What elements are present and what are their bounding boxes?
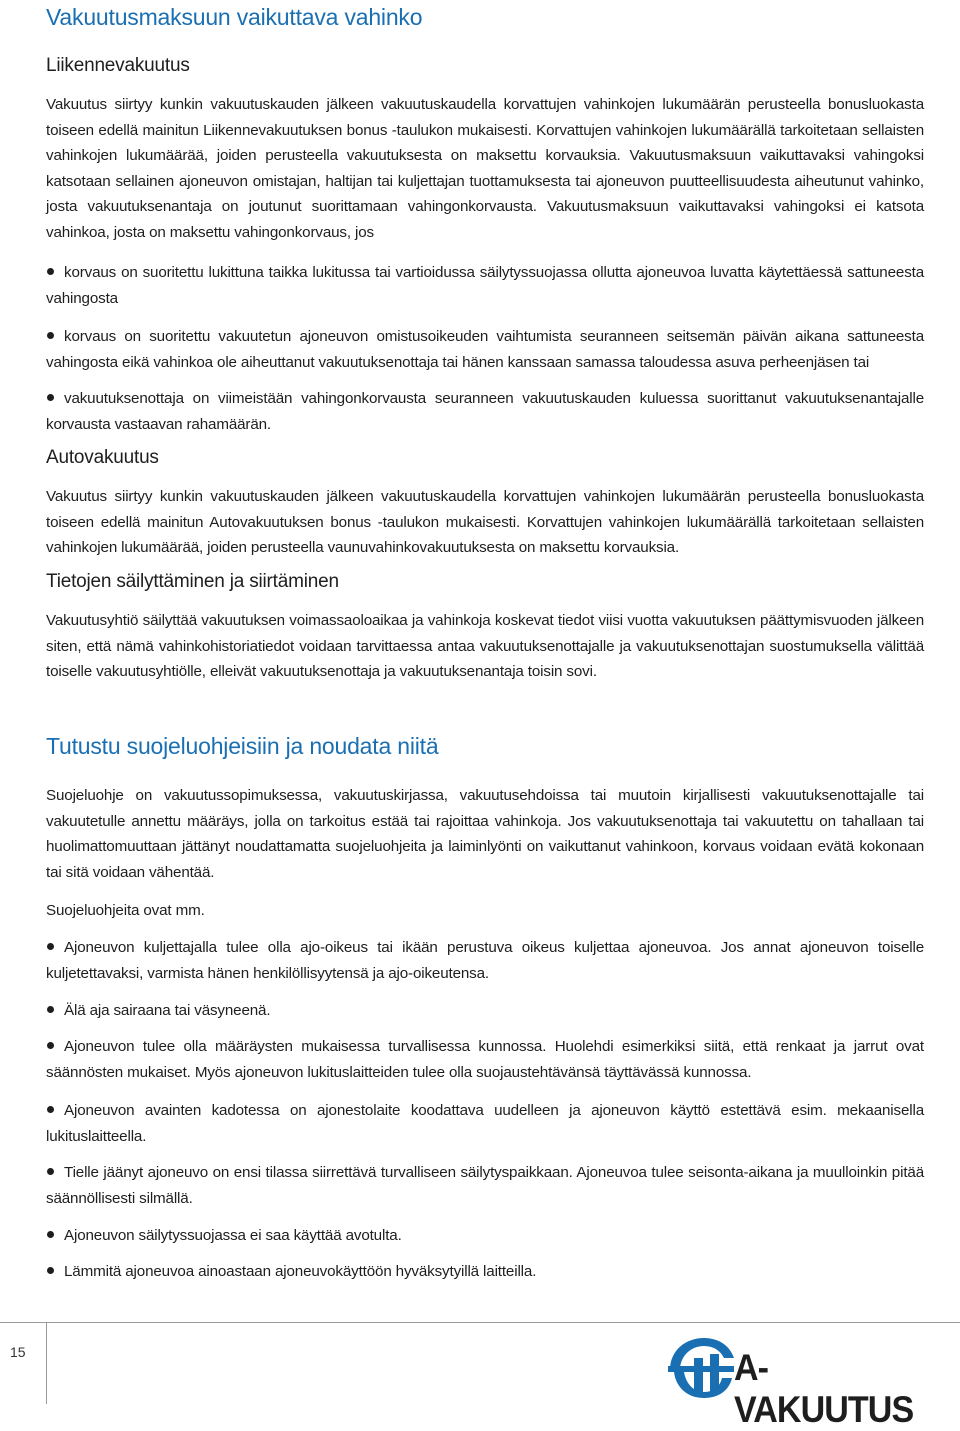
footer-divider [0, 1322, 960, 1323]
list-item: Älä aja sairaana tai väsyneenä. [46, 998, 924, 1024]
bullet-icon [47, 1006, 54, 1013]
list-item: Ajoneuvon kuljettajalla tulee olla ajo-oikeus tai ikään perustuva oikeus kuljettaa ajoneuvoa. Jos annat ajoneuvon toiselle kuljetettavaksi, varmista hänen henkilöllisyytensä ja ajo-oikeutensa. [46, 939, 924, 982]
paragraph-liikennevakuutus: Vakuutus siirtyy kunkin vakuutuskauden jälkeen vakuutuskaudella korvattujen vahinkojen lukumäärän perusteella bonusluokasta toiseen edellä mainitun Liikennevakuutuksen bonus -taulukon mukaisesti. Korvattujen vahinkojen lukumäärällä tarkoitetaan sellaisten vahinkojen lukumäärää, joiden perusteella vakuutuksesta on maksettu korvauksia. Vakuutusmaksuun vaikuttavaksi vahingoksi katsotaan sellainen ajoneuvon omistajan, haltijan tai kuljettajan tuottamuksesta tai ajoneuvon puutteellisuudesta aiheutunut vahinko, josta vakuutuksenantaja on joutunut suorittamaan vahingonkorvausta. Vakuutusmaksuun vaikuttavaksi vahingoksi ei katsota vahinkoa, josta on maksettu vahingonkorvaus, jos [46, 96, 924, 241]
bullet-icon [47, 1106, 54, 1113]
paragraph-autovakuutus: Vakuutus siirtyy kunkin vakuutuskauden jälkeen vakuutuskaudella korvattujen vahinkojen lukumäärän perusteella bonusluokasta toiseen edellä mainitun Autovakuutuksen bonus -taulukon mukaisesti. Korvattujen vahinkojen lukumäärällä tarkoitetaan sellaisten vahinkojen lukumäärää, joiden perusteella vaunuvahinkovakuutuksesta on maksettu korvauksia. [46, 488, 924, 557]
list-item: Ajoneuvon tulee olla määräysten mukaisessa turvallisessa kunnossa. Huolehdi esimerkiksi siitä, että renkaat ja jarrut ovat säännösten mukaiset. Myös ajoneuvon lukituslaitteiden tulee olla suojaustehtävänsä täyttävässä kunnossa. [46, 1038, 924, 1081]
bullet-icon [47, 332, 54, 339]
bullet-icon [47, 268, 54, 275]
section-title-vahinko: Vakuutusmaksuun vaikuttava vahinko [46, 4, 423, 30]
paragraph-suojeluohje: Suojeluohje on vakuutussopimuksessa, vakuutuskirjassa, vakuutusehdoissa tai muutoin kirjallisesti vakuutuksenottajalle tai vakuutetulle annettu määräys, jolla on tarkoitus estää tai rajoittaa vahinkoja. Jos vakuutuksenottaja tai vakuutettu on tahallaan tai huolimattomuuttaan jättänyt noudattamatta suojeluohjeita ja laiminlyönti on vaikuttanut vahinkoon, korvaus voidaan evätä kokonaan tai sitä voidaan vähentää. [46, 787, 924, 881]
bullet-icon [47, 1168, 54, 1175]
list-item: Ajoneuvon avainten kadotessa on ajonestolaite koodattava uudelleen ja ajoneuvon käyttö estettävä esim. mekaanisella lukituslaitteella. [46, 1102, 924, 1145]
list-item: korvaus on suoritettu vakuutetun ajoneuvon omistusoikeuden vaihtumista seuranneen seitsemän päivän aikana sattuneesta vahingosta eikä vahinkoa ole aiheuttanut vakuutuksenottaja tai hänen kanssaan samassa taloudessa asuva perheenjäsen tai [46, 328, 924, 371]
list-item: Tielle jäänyt ajoneuvo on ensi tilassa siirrettävä turvalliseen säilytyspaikkaan. Ajoneuvoa tulee seisonta-aikana ja muulloinkin pitää säännöllisesti silmällä. [46, 1164, 924, 1207]
bullet-icon [47, 1267, 54, 1274]
bullet-icon [47, 394, 54, 401]
bullet-icon [47, 1231, 54, 1238]
footer-vertical-divider [46, 1322, 47, 1404]
list-item: Ajoneuvon säilytyssuojassa ei saa käyttää avotulta. [46, 1223, 924, 1249]
list-item: vakuutuksenottaja on viimeistään vahingonkorvausta seuranneen vakuutuskauden kuluessa suorittanut vakuutuksenantajalle korvausta vastaavan rahamäärän. [46, 390, 924, 433]
heading-autovakuutus: Autovakuutus [46, 447, 159, 468]
list-item: korvaus on suoritettu lukittuna taikka lukitussa tai vartioidussa säilytyssuojassa ollutta ajoneuvoa luvatta käytettäessä sattuneesta vahingosta [46, 264, 924, 307]
heading-tietojen: Tietojen säilyttäminen ja siirtäminen [46, 571, 339, 592]
logo-text: A-VAKUUTUS [734, 1347, 914, 1430]
paragraph-suojeluohjeita-intro: Suojeluohjeita ovat mm. [46, 902, 205, 919]
section-title-suojeluohjeet: Tutustu suojeluohjeisiin ja noudata niitä [46, 733, 439, 759]
list-item: Lämmitä ajoneuvoa ainoastaan ajoneuvokäyttöön hyväksytyillä laitteilla. [46, 1259, 924, 1285]
paragraph-tietojen: Vakuutusyhtiö säilyttää vakuutuksen voimassaoloaikaa ja vahinkoja koskevat tiedot viisi vuotta vakuutuksen päättymisvuoden jälkeen siten, että nämä vahinkohistoriatiedot voidaan tarvittaessa antaa vakuutuksenottajalle ja vakuutuksenottajan suostumuksella välittää toiselle vakuutusyhtiölle, elleivät vakuutuksenottaja ja vakuutuksenantaja toisin sovi. [46, 612, 924, 681]
bullet-icon [47, 1042, 54, 1049]
bullet-icon [47, 943, 54, 950]
page-number: 15 [10, 1344, 26, 1360]
heading-liikennevakuutus: Liikennevakuutus [46, 55, 190, 76]
